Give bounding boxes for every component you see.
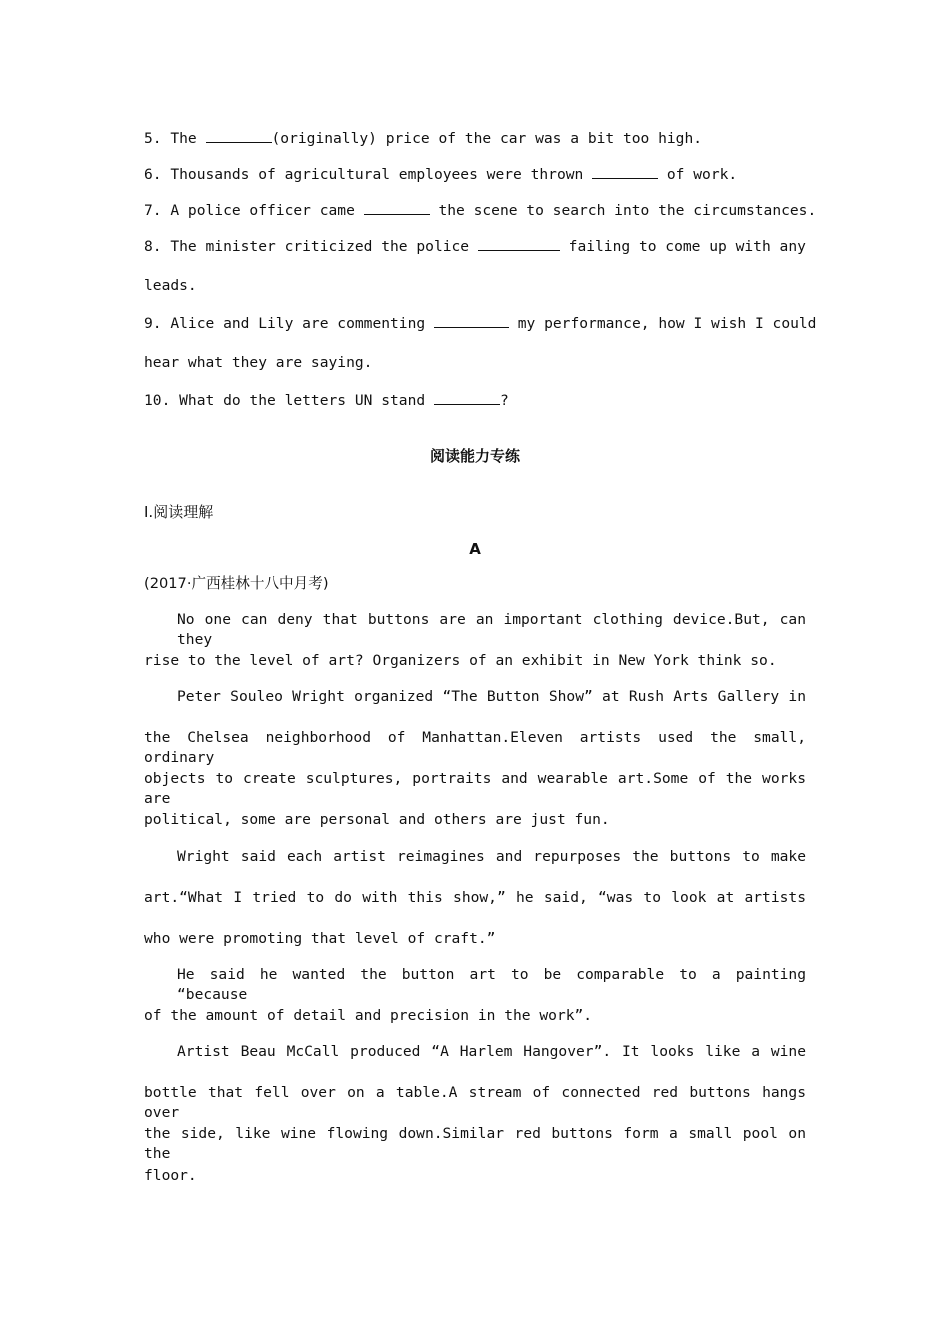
paragraph-5-line-3: the side, like wine flowing down.Similar red buttons form a small pool on the: [144, 1125, 806, 1162]
paragraph-4-line-1: He said he wanted the button art to be comparable to a painting “because: [177, 966, 806, 1003]
section-label: Ⅰ.阅读理解: [144, 503, 214, 521]
paragraph-5-line-4: floor.: [144, 1167, 197, 1184]
exercise-text: of work.: [658, 166, 738, 183]
exercise-text: the scene to search into the circumstances.: [429, 202, 817, 219]
paragraph-3-line-2: art.“What I tried to do with this show,” he said, “was to look at artists: [144, 889, 806, 906]
paragraph-2-line-1: Peter Souleo Wright organized “The Button Show” at Rush Arts Gallery in: [177, 688, 806, 705]
answer-blank: [478, 235, 560, 251]
exercise-text: 10. What do the letters UN stand: [144, 392, 434, 409]
exercise-text: 7. A police officer came: [144, 202, 364, 219]
exercise-text: 9. Alice and Lily are commenting: [144, 315, 434, 332]
paragraph-4-line-2: of the amount of detail and precision in the work”.: [144, 1007, 593, 1024]
exercise-text: ?: [499, 392, 509, 409]
paragraph-2-line-2: the Chelsea neighborhood of Manhattan.Eleven artists used the small, ordinary: [144, 729, 806, 766]
paragraph-2-line-4: political, some are personal and others are just fun.: [144, 811, 610, 828]
answer-blank: [592, 163, 658, 179]
answer-blank: [434, 389, 500, 405]
exercise-text: (originally) price of the car was a bit too high.: [271, 130, 703, 147]
passage-source: (2017·广西桂林十八中月考): [144, 575, 329, 592]
exercise-text: 8. The minister criticized the police: [144, 238, 478, 255]
reading-heading: 阅读能力专练: [429, 447, 520, 465]
exercise-text: 5. The: [144, 130, 206, 147]
exercise-item-9: [144, 312, 817, 334]
answer-blank: [364, 199, 430, 215]
exercise-item-8: [144, 235, 806, 257]
exercise-item-7: [144, 199, 817, 221]
paragraph-3-line-1: Wright said each artist reimagines and repurposes the buttons to make: [177, 848, 806, 865]
paragraph-1-line-2: rise to the level of art? Organizers of an exhibit in New York think so.: [144, 652, 777, 669]
answer-blank: [434, 312, 509, 328]
answer-blank: [206, 127, 272, 143]
paragraph-5-line-2: bottle that fell over on a table.A stream of connected red buttons hangs over: [144, 1084, 806, 1121]
paragraph-1-line-1: No one can deny that buttons are an important clothing device.But, can they: [177, 611, 806, 648]
exercise-text: 6. Thousands of agricultural employees were thrown: [144, 166, 593, 183]
exercise-item-10: [144, 389, 806, 411]
paragraph-5-line-1: Artist Beau McCall produced “A Harlem Hangover”. It looks like a wine: [177, 1043, 806, 1060]
paragraph-2-line-3: objects to create sculptures, portraits and wearable art.Some of the works are: [144, 770, 806, 807]
exercise-text: my performance, how I wish I could: [508, 315, 817, 332]
exercise-item-8-continued: leads.: [144, 277, 197, 294]
exercise-item-6: [144, 163, 806, 185]
exercise-item-5: [144, 127, 806, 149]
exercise-text: failing to come up with any: [559, 238, 806, 255]
paragraph-3-line-3: who were promoting that level of craft.”: [144, 930, 496, 947]
exercise-item-9-continued: hear what they are saying.: [144, 354, 373, 371]
passage-letter: A: [469, 540, 481, 558]
